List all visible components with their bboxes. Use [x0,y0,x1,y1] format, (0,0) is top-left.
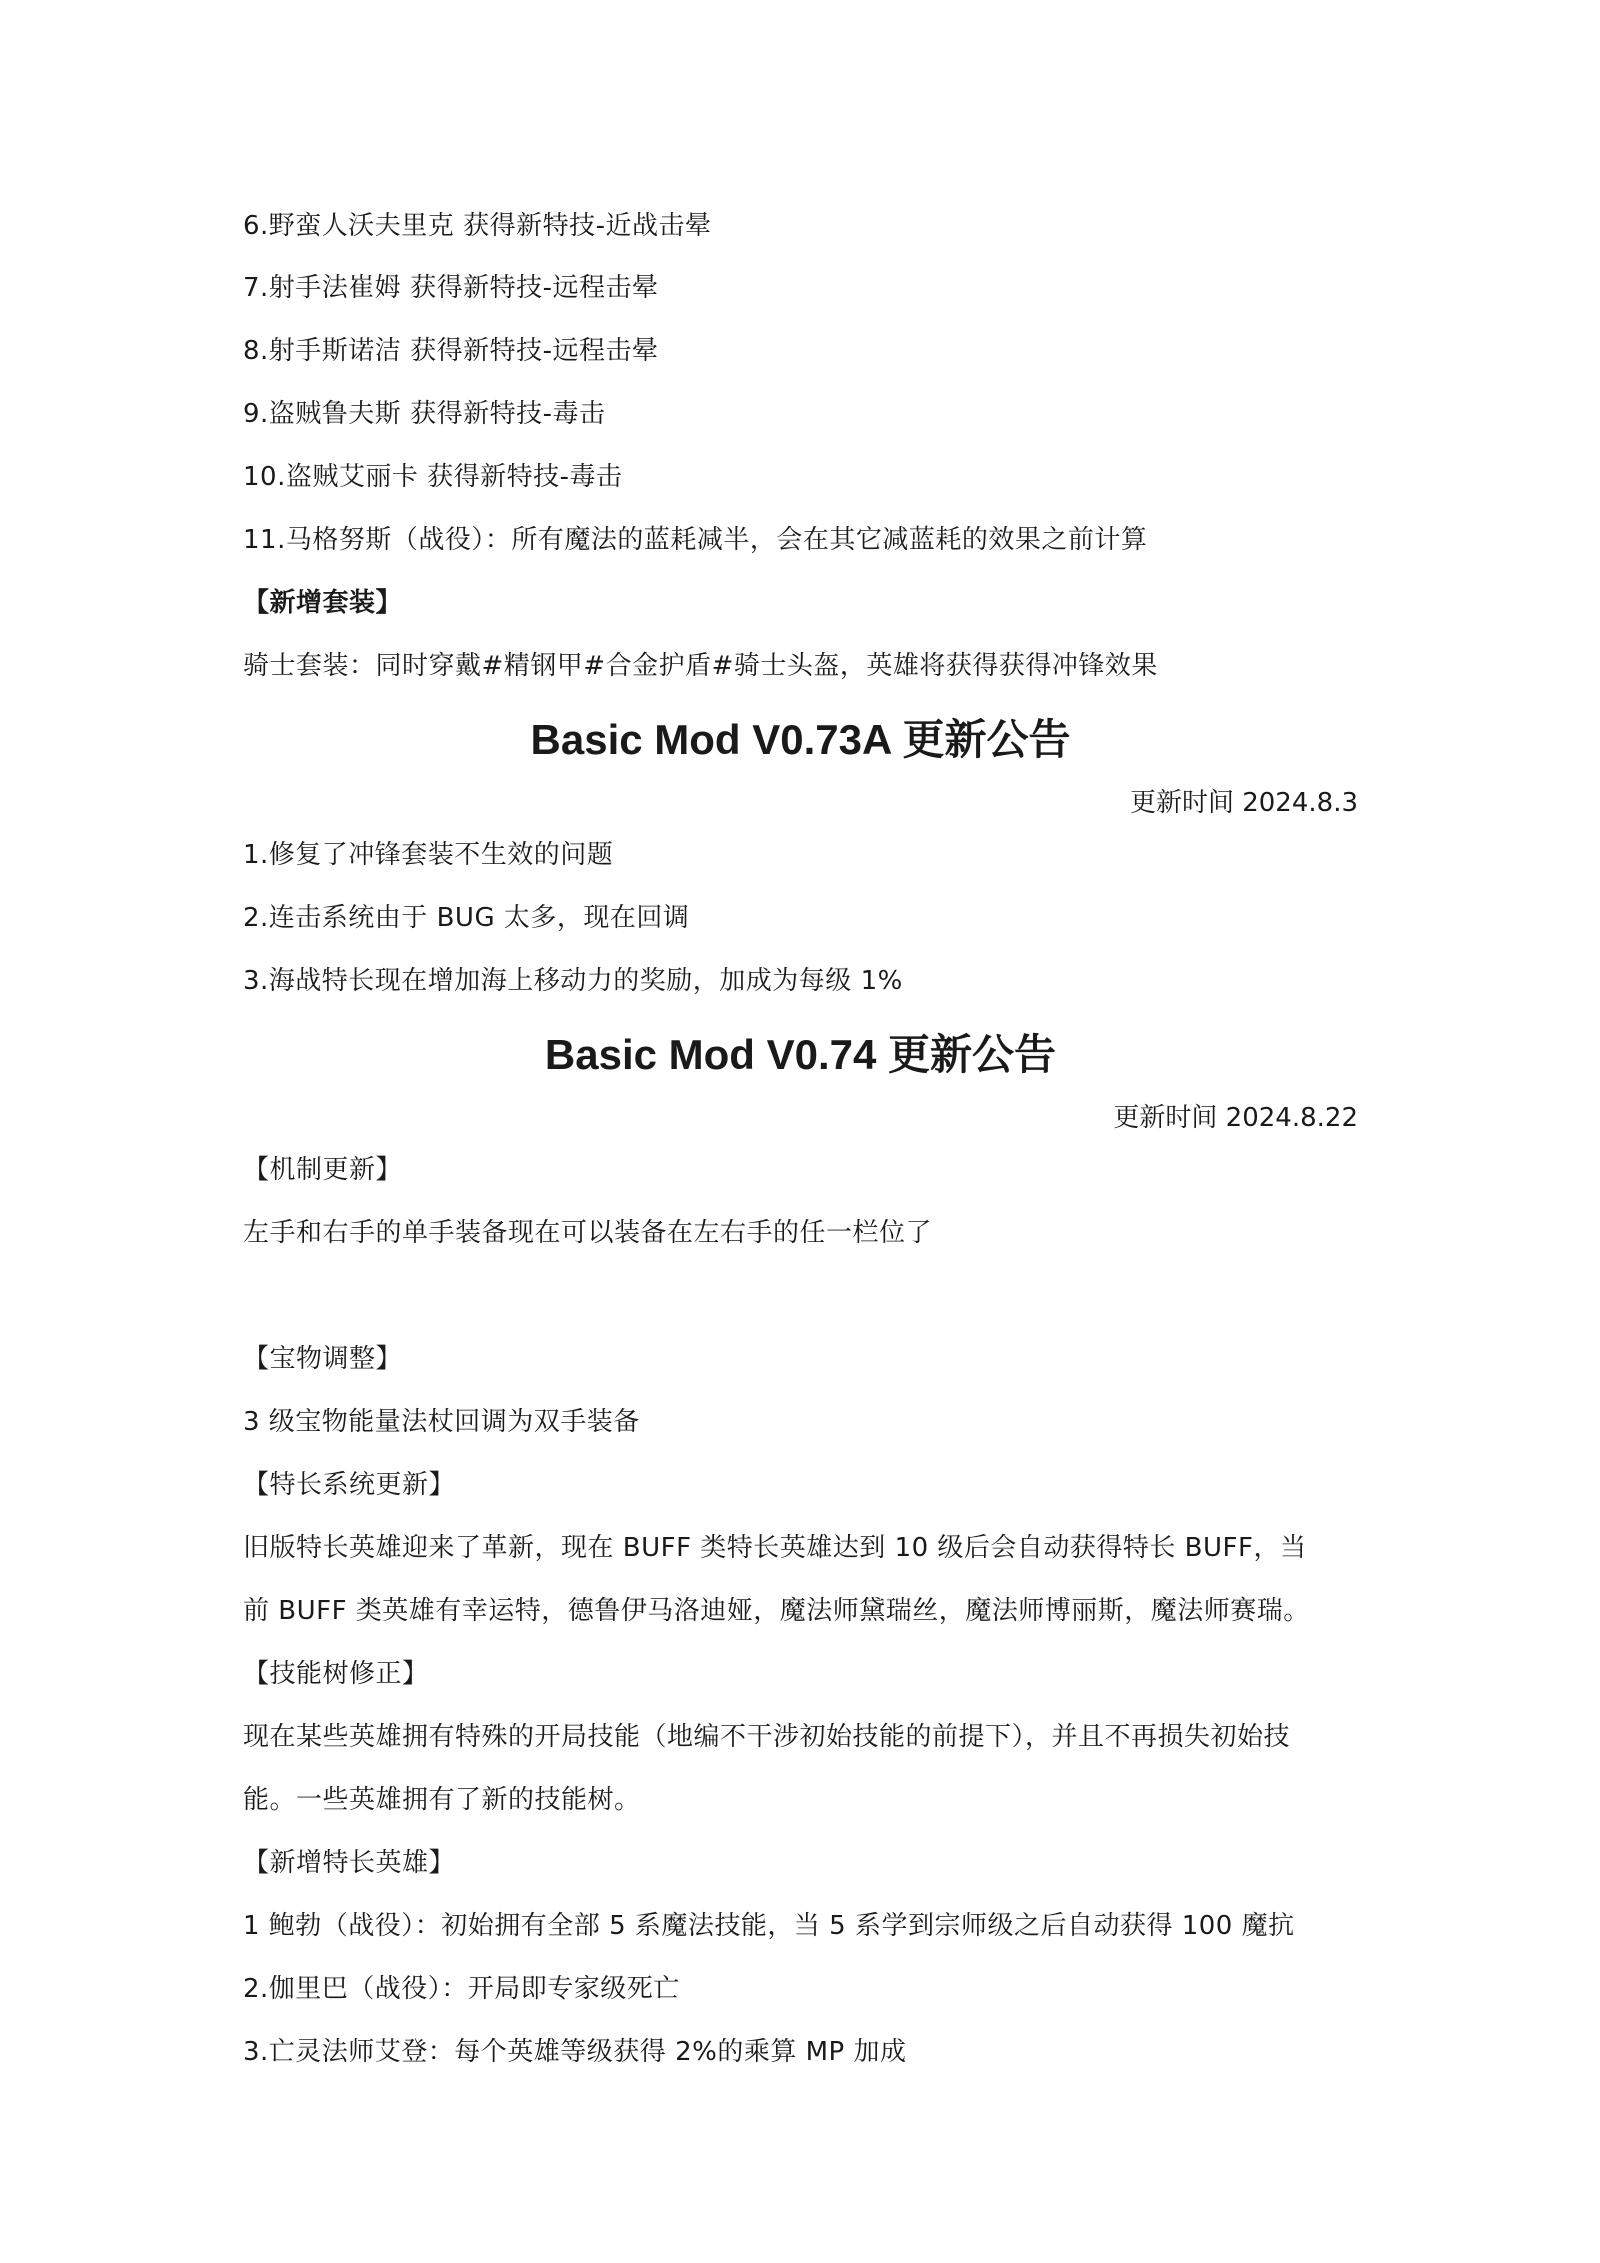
skill-tree-text-line: 现在某些英雄拥有特殊的开局技能（地编不干涉初始技能的前提下），并且不再损失初始技 [243,1722,1291,1752]
skill-tree-text-line: 能。一些英雄拥有了新的技能树。 [243,1785,641,1815]
list-item: 3.海战特长现在增加海上移动力的奖励，加成为每级 1% [243,966,903,996]
list-item: 11.马格努斯（战役）：所有魔法的蓝耗减半，会在其它减蓝耗的效果之前计算 [243,525,1148,555]
list-item: 2.伽里巴（战役）：开局即专家级死亡 [243,1974,680,2004]
update-date-v074: 更新时间 2024.8.22 [1113,1103,1358,1133]
list-item: 1 鲍勃（战役）：初始拥有全部 5 系魔法技能，当 5 系学到宗师级之后自动获得 100 魔抗 [243,1911,1295,1941]
list-item: 8.射手斯诺洁 获得新特技-远程击晕 [243,336,659,366]
list-item: 10.盗贼艾丽卡 获得新特技-毒击 [243,462,623,492]
set-description: 骑士套装：同时穿戴#精钢甲#合金护盾#骑士头盔，英雄将获得获得冲锋效果 [243,651,1158,681]
update-title-v074: Basic Mod V0.74 更新公告 [544,1031,1057,1078]
update-date-v073a: 更新时间 2024.8.3 [1129,788,1358,818]
update-title-v073a: Basic Mod V0.73A 更新公告 [530,716,1071,763]
section-header-new-set: 【新增套装】 [243,588,403,618]
list-item: 1.修复了冲锋套装不生效的问题 [243,840,614,870]
treasure-text: 3 级宝物能量法杖回调为双手装备 [243,1407,640,1437]
list-item: 7.射手法崔姆 获得新特技-远程击晕 [243,273,659,303]
list-item: 3.亡灵法师艾登：每个英雄等级获得 2%的乘算 MP 加成 [243,2037,907,2067]
mechanism-text: 左手和右手的单手装备现在可以装备在左右手的任一栏位了 [243,1218,933,1248]
section-header-treasure: 【宝物调整】 [243,1344,403,1374]
specialty-text-line: 前 BUFF 类英雄有幸运特，德鲁伊马洛迪娅，魔法师黛瑞丝，魔法师博丽斯，魔法师赛瑞。 [243,1596,1310,1626]
section-header-mechanism: 【机制更新】 [243,1155,403,1185]
specialty-text-line: 旧版特长英雄迎来了革新，现在 BUFF 类特长英雄达到 10 级后会自动获得特长 BUFF，当 [243,1533,1307,1563]
section-header-specialty: 【特长系统更新】 [243,1470,456,1500]
document-page [243,0,1358,2263]
section-header-new-heroes: 【新增特长英雄】 [243,1848,456,1878]
list-item: 2.连击系统由于 BUG 太多，现在回调 [243,903,690,933]
list-item: 9.盗贼鲁夫斯 获得新特技-毒击 [243,399,606,429]
list-item: 6.野蛮人沃夫里克 获得新特技-近战击晕 [243,211,712,241]
section-header-skill-tree: 【技能树修正】 [243,1659,429,1689]
